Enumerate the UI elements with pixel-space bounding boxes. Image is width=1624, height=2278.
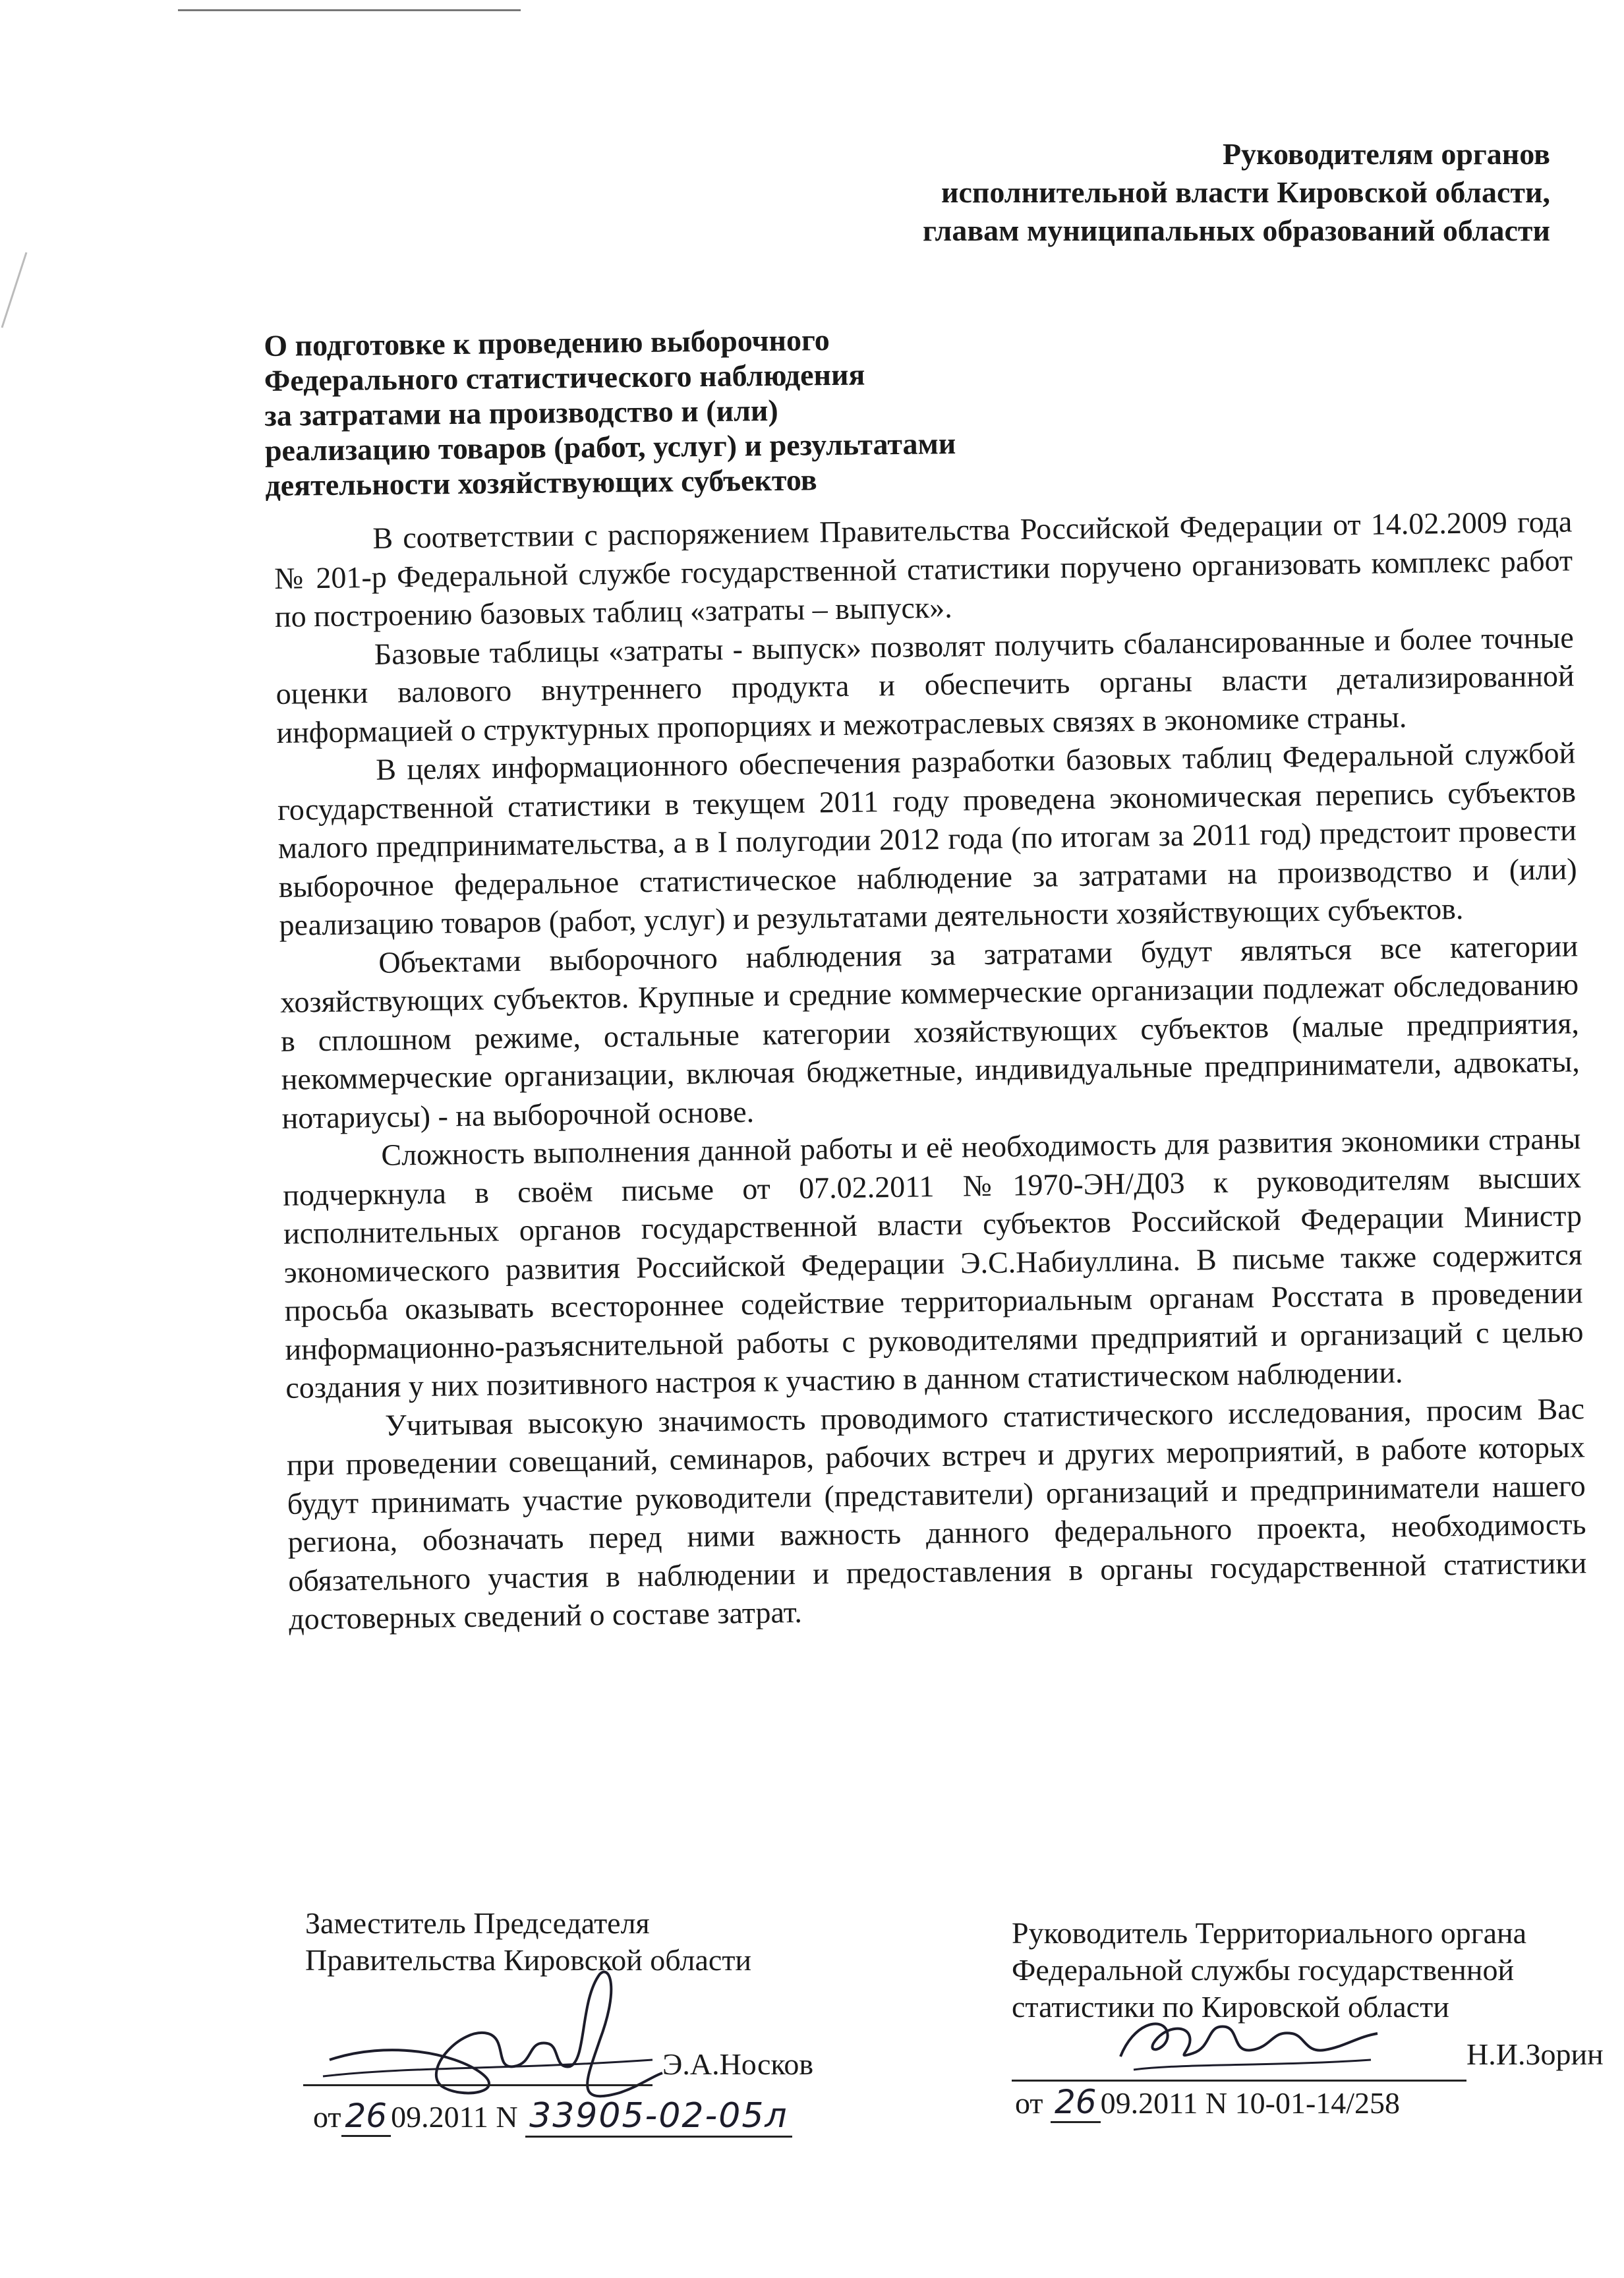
scan-artifact-mark (1, 252, 28, 328)
signatory-left-title-1: Заместитель Председателя (305, 1906, 650, 1940)
body-paragraph-1: В соответствии с распоряжением Правительства Российской Федерации от 14.02.2009 года № 201-р Федеральной службе государственной статистики поручено организовать комплекс работ по построению базовых таблиц «затраты – выпуск». (274, 504, 1573, 633)
subject-line-2: Федерального статистического наблюдения (264, 357, 865, 397)
registration-left (313, 2096, 792, 2138)
handwritten-signature-right (1107, 1997, 1384, 2083)
signature-line-right (1012, 2080, 1466, 2082)
signatory-left-name: Э.А.Носков (662, 2047, 814, 2081)
registration-right (1015, 2083, 1400, 2123)
subject-line-1: О подготовке к проведению выборочного (264, 323, 830, 363)
signatory-right-title-1: Руководитель Территориального органа (1012, 1916, 1527, 1950)
registration-number-left: 33905-02-05л (525, 2096, 792, 2138)
signatory-right-title-3: статистики по Кировской области (1012, 1990, 1449, 2024)
signature-line-left (303, 2084, 652, 2086)
date-right-rest: 09.2011 N 10-01-14/258 (1100, 2086, 1401, 2120)
body-paragraph-4: Объектами выборочного наблюдения за затратами будут являться все категории хозяйствующих субъектов. Крупные и средние коммерческие организации подлежат обследованию в сплошном режиме, остальные категории хозяйствующих субъектов (малые предприятия, некоммерческие организации, включая бюджетные, индивидуальные предприниматели, адвокаты, нотариусы) - на выборочной основе. (279, 928, 1580, 1135)
subject-line-4: реализацию товаров (работ, услуг) и результатами (264, 426, 956, 467)
subject-line-5: деятельности хозяйствующих субъектов (265, 463, 817, 502)
date-left-rest: 09.2011 N (391, 2100, 518, 2134)
body-paragraph-2: Базовые таблицы «затраты - выпуск» позволят получить сбалансированные и более точные оценки валового внутреннего продукта и обеспечить органы власти детализированной информацией о структурных пропорциях и межотраслевых связях в экономике страны. (276, 620, 1575, 749)
subject-line-3: за затратами на производство и (или) (264, 393, 778, 432)
signatory-left-title-2: Правительства Кировской области (305, 1943, 752, 1977)
addressee-line-2: исполнительной власти Кировской области, (941, 175, 1550, 209)
date-left-prefix: от (313, 2100, 341, 2134)
addressee-line-1: Руководителям органов (1222, 137, 1550, 171)
date-right-day: 26 (1051, 2083, 1101, 2123)
letter-body (274, 502, 1587, 1639)
body-paragraph-3: В целях информационного обеспечения разработки базовых таблиц Федеральной службой государственной статистики в текущем 2011 году проведена экономическая перепись субъектов малого предпринимательства, а в I полугодии 2012 года (по итогам за 2011 год) предстоит провести выборочное федеральное статистическое наблюдение за затратами на производство и (или) реализацию товаров (работ, услуг) и результатами деятельности хозяйствующих субъектов. (277, 736, 1577, 942)
signatory-right-name: Н.И.Зорин (1466, 2037, 1604, 2071)
body-paragraph-5: Сложность выполнения данной работы и её необходимость для развития экономики страны подчеркнула в своём письме от 07.02.2011 №1970-ЭН/Д03 к руководителям высших исполнительных органов государственной власти субъектов Российской Федерации Министр экономического развития Российской Федерации Э.С.Набиуллина. В письме также содержится просьба оказывать всестороннее содействие территориальным органам Росстата в проведении информационно-разъяснительной работы с руководителями предприятий и организаций с целью создания у них позитивного настроя к участию в данном статистическом наблюдении. (282, 1121, 1584, 1405)
date-left-day: 26 (341, 2097, 392, 2137)
subject-heading (264, 319, 1122, 503)
scan-artifact-line (178, 9, 521, 11)
addressee-block (923, 135, 1550, 250)
addressee-line-3: главам муниципальных образований области (922, 214, 1550, 247)
handwritten-signature-left (310, 1961, 666, 2119)
signatory-right-title-2: Федеральной службы государственной (1012, 1953, 1515, 1987)
body-paragraph-6: Учитывая высокую значимость проводимого статистического исследования, просим Вас при проведении совещаний, семинаров, рабочих встреч и других мероприятий, в работе которых будут принимать участие руководители (представители) организаций и предприниматели нашего региона, обозначать перед ними важность данного федерального проекта, необходимость обязательного участия в наблюдении и предоставления в органы государственной статистики достоверных сведений о составе затрат. (286, 1391, 1587, 1636)
date-right-prefix: от (1015, 2086, 1043, 2120)
